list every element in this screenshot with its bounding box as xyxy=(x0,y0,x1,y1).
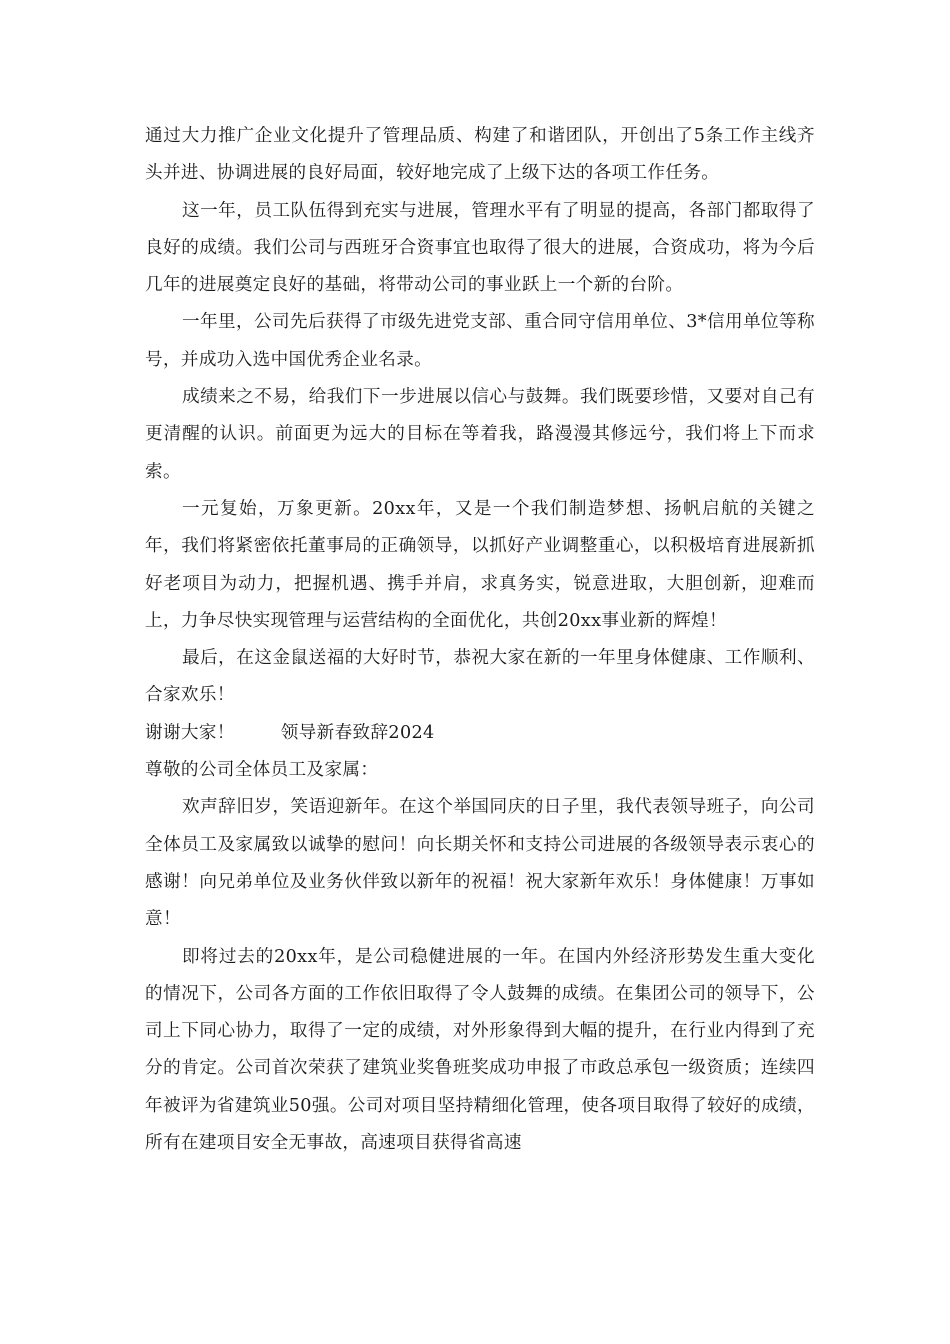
paragraph-6: 最后，在这金鼠送福的大好时节，恭祝大家在新的一年里身体健康、工作顺利、合家欢乐！ xyxy=(145,648,815,706)
thanks-line xyxy=(145,715,815,752)
paragraph-4: 成绩来之不易，给我们下一步进展以信心与鼓舞。我们既要珍惜，又要对自己有更清醒的认识。前面更为远大的目标在等着我，路漫漫其修远兮，我们将上下而求索。 xyxy=(145,387,815,482)
new-section-title: 领导新春致辞2024 xyxy=(280,722,435,743)
salutation: 尊敬的公司全体员工及家属： xyxy=(145,760,379,781)
thanks-text: 谢谢大家！ xyxy=(145,722,235,743)
paragraph-5: 一元复始，万象更新。20xx年，又是一个我们制造梦想、扬帆启航的关键之年，我们将紧密依托董事局的正确领导，以抓好产业调整重心，以积极培育进展新抓好老项目为动力，把握机遇、携手并肩，求真务实，锐意进取，大胆创新，迎难而上，力争尽快实现管理与运营结构的全面优化，共创20xx事业新的辉煌！ xyxy=(145,498,815,631)
paragraph-2: 这一年，员工队伍得到充实与进展，管理水平有了明显的提高，各部门都取得了良好的成绩。我们公司与西班牙合资事宜也取得了很大的进展，合资成功，将为今后几年的进展奠定良好的基础，将带动公司的事业跃上一个新的台阶。 xyxy=(145,200,815,296)
paragraph-3: 一年里，公司先后获得了市级先进党支部、重合同守信用单位、3*信用单位等称号，并成功入选中国优秀企业名录。 xyxy=(145,312,815,370)
document-page xyxy=(145,118,815,1162)
paragraph-7: 欢声辞旧岁，笑语迎新年。在这个举国同庆的日子里，我代表领导班子，向公司全体员工及家属致以诚挚的慰问！向长期关怀和支持公司进展的各级领导表示衷心的感谢！向兄弟单位及业务伙伴致以新年的祝福！祝大家新年欢乐！身体健康！万事如意！ xyxy=(145,797,815,930)
paragraph-1: 通过大力推广企业文化提升了管理品质、构建了和谐团队，开创出了5条工作主线齐头并进、协调进展的良好局面，较好地完成了上级下达的各项工作任务。 xyxy=(145,126,815,184)
paragraph-8: 即将过去的20xx年，是公司稳健进展的一年。在国内外经济形势发生重大变化的情况下，公司各方面的工作依旧取得了令人鼓舞的成绩。在集团公司的领导下，公司上下同心协力，取得了一定的成绩，对外形象得到大幅的提升，在行业内得到了充分的肯定。公司首次荣获了建筑业奖鲁班奖成功申报了市政总承包一级资质；连续四年被评为省建筑业50强。公司对项目坚持精细化管理，使各项目取得了较好的成绩，所有在建项目安全无事故，高速项目获得省高速 xyxy=(145,946,815,1154)
